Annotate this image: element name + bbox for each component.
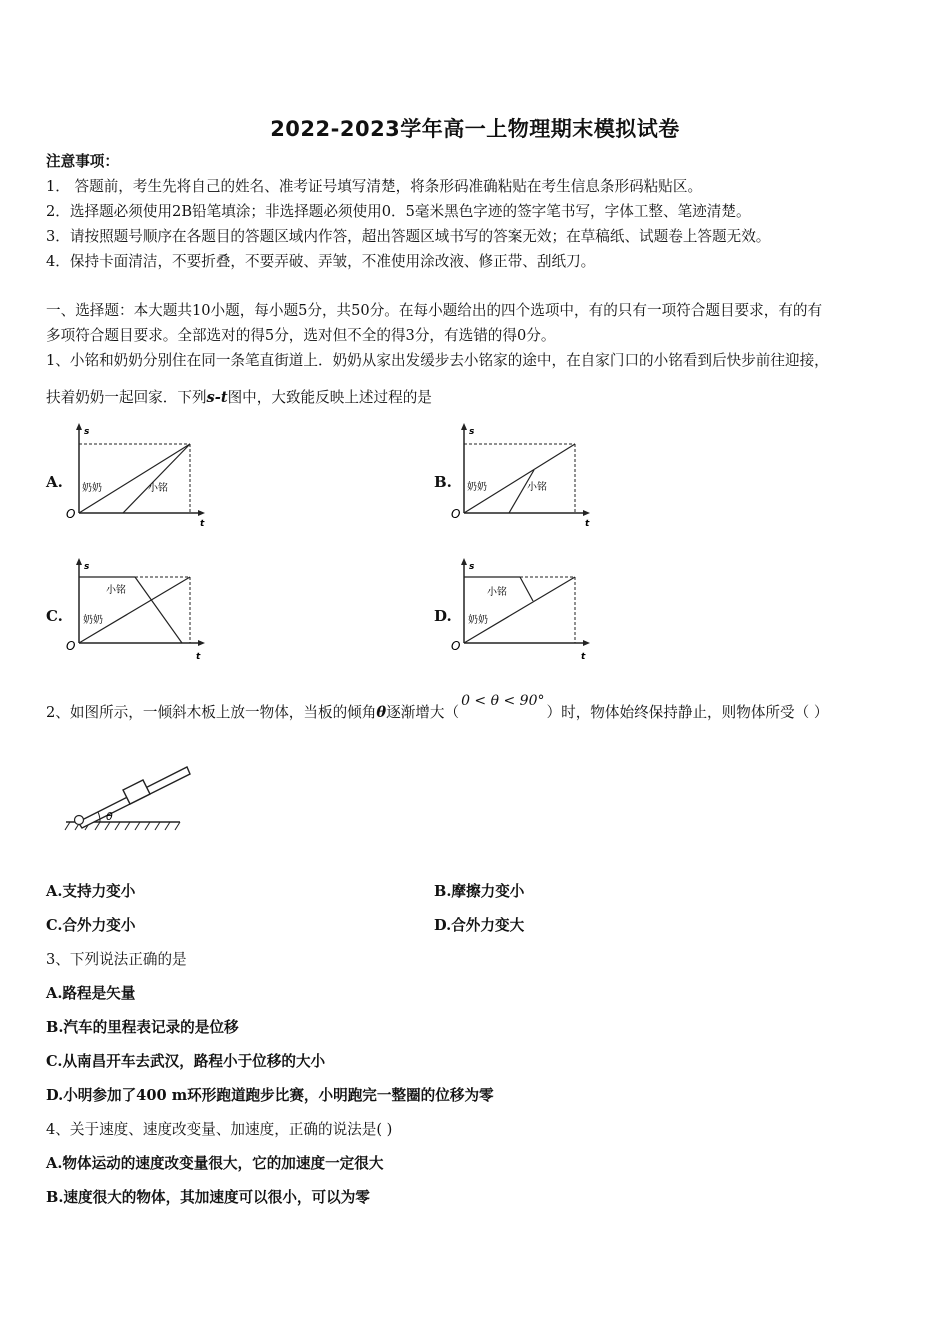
q1-graph-d <box>447 555 607 665</box>
section1-line1: 一、选择题：本大题共10小题，每小题5分，共50分。在每小题给出的四个选项中，有的只有一项符合题目要求，有的有 <box>46 302 823 319</box>
q1-graph-c <box>62 555 222 665</box>
section1-line2: 多项符合题目要求。全部选对的得5分，选对但不全的得3分，有选错的得0分。 <box>46 327 556 344</box>
svg-text:t: t <box>581 652 586 662</box>
q2-option-c[interactable]: C.合外力变小 <box>46 917 136 934</box>
svg-text:O: O <box>451 639 461 653</box>
svg-text:奶奶: 奶奶 <box>467 482 487 493</box>
svg-text:s: s <box>84 562 90 572</box>
svg-text:t: t <box>196 652 201 662</box>
q3-option-d[interactable]: D.小明参加了400 m环形跑道跑步比赛，小明跑完一整圈的位移为零 <box>46 1087 494 1104</box>
q4-stem: 4、关于速度、速度改变量、加速度，正确的说法是( ) <box>46 1121 393 1138</box>
notice-item-2: 2．选择题必须使用2B铅笔填涂；非选择题必须使用0．5毫米黑色字迹的签字笔书写，字体工整、笔迹清楚。 <box>46 203 751 220</box>
q1-option-d-label: D. <box>434 607 452 625</box>
q1-stem-line1: 1、小铭和奶奶分别住在同一条笔直街道上．奶奶从家出发缓步去小铭家的途中，在自家门口的小铭看到后快步前往迎接， <box>46 352 829 369</box>
q2-stem: 2、如图所示，一倾斜木板上放一物体，当板的倾角θ逐渐增大（0 < θ < 90°）时，物体始终保持静止，则物体所受（ ） <box>46 693 829 721</box>
svg-text:奶奶: 奶奶 <box>82 483 102 494</box>
svg-text:s: s <box>469 427 475 437</box>
q2-option-d[interactable]: D.合外力变大 <box>434 917 525 934</box>
q2-option-a[interactable]: A.支持力变小 <box>46 883 136 900</box>
notice-item-3: 3．请按照题号顺序在各题目的答题区域内作答，超出答题区域书写的答案无效；在草稿纸、试题卷上答题无效。 <box>46 228 771 245</box>
svg-text:s: s <box>469 562 475 572</box>
q3-option-b[interactable]: B.汽车的里程表记录的是位移 <box>46 1019 239 1036</box>
notice-item-1: 1． 答题前，考生先将自己的姓名、准考证号填写清楚，将条形码准确粘贴在考生信息条形码粘贴区。 <box>46 178 703 195</box>
q1-graph-a <box>62 420 222 530</box>
svg-text:O: O <box>66 507 76 521</box>
svg-text:O: O <box>66 639 76 653</box>
svg-text:小铭: 小铭 <box>106 585 126 596</box>
q2-incline-figure <box>62 752 192 840</box>
svg-text:t: t <box>585 519 590 529</box>
q1-stem-line2: 扶着奶奶一起回家．下列s-t图中，大致能反映上述过程的是 <box>46 389 432 406</box>
svg-text:小铭: 小铭 <box>487 587 507 598</box>
q4-option-a[interactable]: A.物体运动的速度改变量很大，它的加速度一定很大 <box>46 1155 384 1172</box>
q4-option-b[interactable]: B.速度很大的物体，其加速度可以很小，可以为零 <box>46 1189 370 1206</box>
notice-heading: 注意事项： <box>46 153 119 170</box>
svg-text:奶奶: 奶奶 <box>83 615 103 626</box>
svg-text:θ: θ <box>106 810 113 823</box>
svg-text:小铭: 小铭 <box>148 483 168 494</box>
q1-option-b-label: B. <box>434 473 452 491</box>
svg-text:O: O <box>451 507 461 521</box>
svg-text:t: t <box>200 519 205 529</box>
q1-graph-b <box>447 420 607 530</box>
q3-stem: 3、下列说法正确的是 <box>46 951 187 968</box>
q3-option-c[interactable]: C.从南昌开车去武汉，路程小于位移的大小 <box>46 1053 326 1070</box>
notice-item-4: 4．保持卡面清洁，不要折叠，不要弄破、弄皱，不准使用涂改液、修正带、刮纸刀。 <box>46 253 596 270</box>
svg-text:奶奶: 奶奶 <box>468 615 488 626</box>
q2-option-b[interactable]: B.摩擦力变小 <box>434 883 525 900</box>
q1-option-c-label: C. <box>46 607 63 625</box>
svg-text:s: s <box>84 427 90 437</box>
q1-option-a-label: A. <box>46 473 63 491</box>
q2-angle-range: 0 < θ < 90° <box>461 693 545 709</box>
q3-option-a[interactable]: A.路程是矢量 <box>46 985 136 1002</box>
page-title: 2022-2023学年高一上物理期末模拟试卷 <box>270 117 680 141</box>
svg-text:小铭: 小铭 <box>527 482 547 493</box>
